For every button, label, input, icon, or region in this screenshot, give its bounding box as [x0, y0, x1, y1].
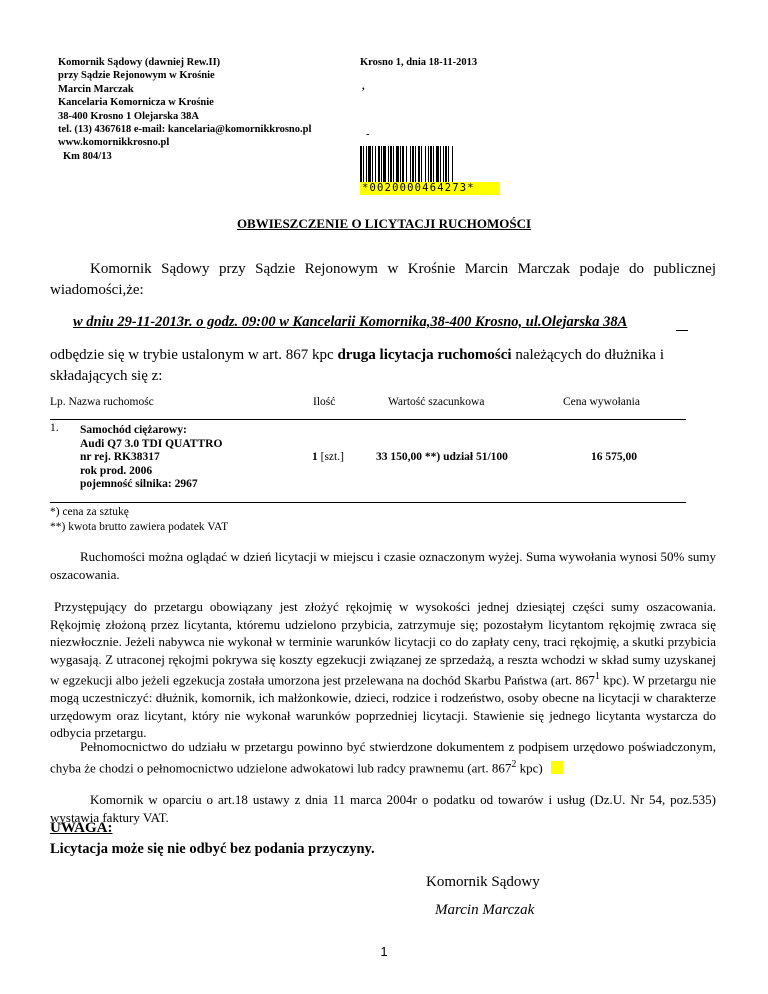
highlight-mark: [551, 761, 563, 774]
barcode-bar: [368, 146, 371, 182]
signature-role: Komornik Sądowy: [426, 874, 540, 890]
barcode-bar: [443, 146, 444, 182]
item-name: [80, 424, 222, 492]
signature-name: Marcin Marczak: [435, 902, 535, 918]
barcode-bar: [378, 146, 380, 182]
barcode-bar: [381, 146, 382, 182]
barcode: [360, 146, 502, 196]
barcode-bar: [363, 146, 364, 182]
item-starting-price: 16 575,00: [591, 451, 637, 463]
barcode-bar: [393, 146, 394, 182]
deposit-text: Przystępujący do przetargu obowiązany jest złożyć rękojmię w wysokości jednej dziesiątej części sumy oszacowania. Rękojmię złożoną przez licytanta, któremu udzielono przybicia, zatrzymuje się; pozostałym licytantom rękojmię zwraca się niezwłocznie. Jeżeli nabywca nie wykonał w terminie warunków licytacji co do zapłaty ceny, traci rękojmię, a skutki przybicia wygasają. Z utraconej rękojmi pokrywa się koszty egzekucji związanej ze sprzedażą, a reszta wchodzi w skład sumy uzyskanej w egzekucji albo jeżeli egzekucja została umorzona jest przelewana na dochód Skarbu Państwa (art. 867: [50, 599, 716, 688]
barcode-bar: [421, 146, 422, 182]
barcode-bar: [366, 146, 367, 182]
bailiff-header: [58, 56, 311, 163]
footnote: *) cena za sztukę: [50, 506, 129, 518]
paragraph-vat: Komornik w oparciu o art.18 ustawy z dnia 11 marca 2004r o podatku od towarów i usług (Dz.U. Nr 54, poz.535) wystawia faktury VAT.: [50, 792, 716, 825]
deposit-text-cont: kpc). W przetargu nie mogą uczestniczyć: dłużnik, komornik, ich małżonkowie, dzieci, rodzice i rodzeństwo, osoby obecne na licytacji w charakterze urzędowym oraz licytant, który nie wykonał warunków poprzedniej licytacji. Stawienie się jednego licytanta wystarcza do odbycia przetargu.: [50, 672, 716, 741]
proxy-text: Pełnomocnictwo do udziału w przetargu powinno być stwierdzone dokumentem z podpisem urzędowo poświadczonym, chyba że chodzi o pełnomocnictwo udzielone adwokatowi lub radcy prawnemu (art. 867: [50, 739, 716, 775]
proxy-text-end: kpc): [516, 759, 543, 775]
article-superscript: 1: [594, 671, 600, 683]
barcode-bar: [400, 146, 401, 182]
barcode-bar: [390, 146, 392, 182]
barcode-bar: [440, 146, 441, 182]
warning-text: Licytacja może się nie odbyć bez podania przyczyny.: [50, 841, 375, 857]
barcode-bar: [375, 146, 376, 182]
item-name-line: Audi Q7 3.0 TDI QUATTRO: [80, 437, 223, 450]
item-estimated-value: 33 150,00 **) udział 51/100: [376, 451, 508, 463]
barcode-bar: [412, 146, 414, 182]
auction-intro: [50, 345, 716, 387]
barcode-bar: [445, 146, 447, 182]
barcode-bar: [433, 146, 434, 182]
page-number: 1: [380, 944, 388, 959]
header-line: Kancelaria Komornicza w Krośnie: [58, 97, 214, 109]
barcode-bar: [436, 146, 439, 182]
footnote: **) kwota brutto zawiera podatek VAT: [50, 521, 229, 533]
barcode-bar: [406, 146, 407, 182]
item-quantity: [312, 451, 344, 463]
col-header-name: Lp. Nazwa ruchomośc: [50, 396, 154, 408]
case-number: Km 804/13: [63, 150, 112, 162]
col-header-price: Cena wywołania: [563, 396, 640, 408]
col-header-value: Wartość szacunkowa: [388, 396, 485, 408]
item-name-line: rok prod. 2006: [80, 464, 153, 477]
item-name-line: pojemność silnika: 2967: [80, 478, 198, 490]
footnotes: [50, 505, 228, 535]
barcode-bar: [402, 146, 404, 182]
barcode-bar: [360, 146, 362, 182]
header-line: przy Sądzie Rejonowym w Krośnie: [58, 70, 215, 82]
barcode-bar: [415, 146, 416, 182]
item-name-line: nr rej. RK38317: [80, 451, 160, 463]
auction-intro-post: należących do dłużnika i składających się z:: [50, 347, 665, 384]
paragraph-viewing: Ruchomości można oglądać w dzień licytacji w miejscu i czasie oznaczonym wyżej. Suma wywołania wynosi 50% sumy oszacowania.: [50, 549, 716, 582]
item-quantity-unit: [szt.]: [317, 451, 344, 463]
barcode-bar: [383, 146, 386, 182]
warning-heading: UWAGA:: [50, 820, 113, 836]
underline-tail: [676, 330, 688, 331]
paragraph-deposit: [50, 598, 716, 742]
barcode-bar: [428, 146, 429, 182]
paragraph-proxy: [50, 738, 716, 777]
barcode-bar: [448, 146, 449, 182]
row-number: 1.: [50, 422, 59, 434]
table-top-rule: [50, 419, 686, 420]
header-comma: ,: [362, 81, 365, 92]
document-title: OBWIESZCZENIE O LICYTACJI RUCHOMOŚCI: [236, 216, 532, 231]
barcode-bar: [372, 146, 373, 182]
item-name-line: Samochód ciężarowy:: [80, 424, 187, 436]
barcode-bar: [430, 146, 432, 182]
item-quantity-number: 1: [312, 451, 318, 463]
article-superscript: 2: [511, 758, 517, 770]
auction-type: druga licytacja ruchomości: [337, 347, 512, 363]
barcode-bar: [396, 146, 399, 182]
intro-paragraph: Komornik Sądowy przy Sądzie Rejonowym w Krośnie Marcin Marczak podaje do publicznej wiadomości,że:: [50, 261, 716, 298]
barcode-bar: [410, 146, 411, 182]
auction-date-line: w dniu 29-11-2013r. o godz. 09:00 w Kancelarii Komornika,38-400 Krosno, ul.Olejarska 38A: [73, 314, 628, 330]
place-date: Krosno 1, dnia 18-11-2013: [360, 57, 478, 68]
barcode-text: *0020000464273*: [362, 182, 475, 194]
header-line: tel. (13) 4367618 e-mail: kancelaria@komornikkrosno.pl: [58, 124, 312, 136]
barcode-bars: [360, 146, 502, 182]
barcode-bar: [388, 146, 389, 182]
col-header-quantity: Ilość: [313, 396, 336, 408]
barcode-bar: [418, 146, 420, 182]
barcode-bar: [425, 146, 426, 182]
barcode-bar: [452, 146, 453, 182]
auction-intro-pre: odbędzie się w trybie ustalonym w art. 867 kpc: [50, 347, 338, 363]
header-line: Marcin Marczak: [58, 83, 134, 95]
header-line: www.komornikkrosno.pl: [58, 137, 170, 149]
table-bottom-rule: [50, 502, 686, 503]
header-line: 38-400 Krosno 1 Olejarska 38A: [58, 110, 199, 122]
header-dash: -: [366, 129, 370, 140]
header-line: Komornik Sądowy (dawniej Rew.II): [58, 57, 221, 68]
